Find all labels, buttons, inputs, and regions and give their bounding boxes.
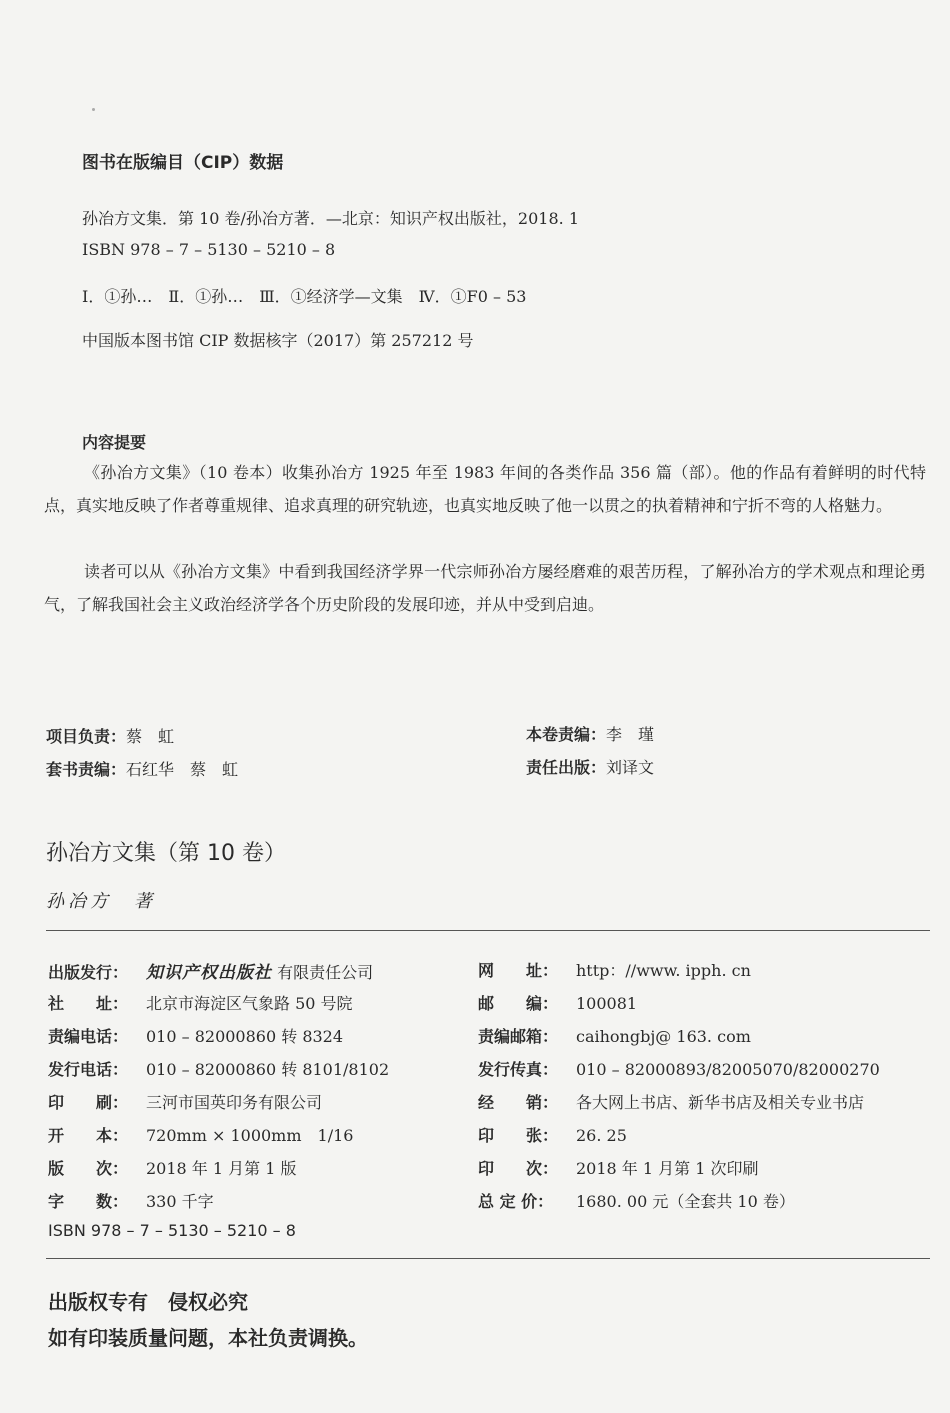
pub-format [48, 1123, 353, 1146]
pub-publisher-label: 出版发行： [48, 963, 129, 982]
pub-editor-phone [48, 1024, 343, 1047]
pub-printing-label: 印 次： [478, 1159, 559, 1178]
divider-bottom [46, 1258, 930, 1259]
pub-address-label: 社 址： [48, 994, 129, 1013]
pub-sheets-value: 26. 25 [576, 1126, 627, 1145]
pub-word-count-value: 330 千字 [146, 1192, 214, 1211]
pub-price-value: 1680. 00 元（全套共 10 卷） [576, 1192, 795, 1211]
staff-publisher-resp-label: 责任出版： [526, 758, 607, 777]
divider-top [46, 930, 930, 931]
cip-line-classification: Ⅰ．①孙… Ⅱ．①孙… Ⅲ．①经济学—文集 Ⅳ．①F0 – 53 [82, 287, 527, 306]
summary-paragraph-1: 《孙冶方文集》（10 卷本）收集孙冶方 1925 年至 1983 年间的各类作品 356 篇（部）。他的作品有着鲜明的时代特点，真实地反映了作者尊重规律、追求真理的研究轨迹，也真实地反映了他一以贯之的执着精神和宁折不弯的人格魅力。 [44, 463, 926, 515]
summary-paragraph-2: 读者可以从《孙冶方文集》中看到我国经济学界一代宗师孙冶方屡经磨难的艰苦历程，了解孙冶方的学术观点和理论勇气，了解我国社会主义政治经济学各个历史阶段的发展印迹，并从中受到启迪。 [44, 562, 926, 614]
pub-website-label: 网 址： [478, 961, 559, 980]
pub-word-count [48, 1189, 214, 1212]
pub-editor-email-value: caihongbj@ 163. com [576, 1027, 751, 1046]
pub-distribution-phone-value: 010 – 82000860 转 8101/8102 [146, 1060, 390, 1079]
pub-publisher [48, 958, 373, 983]
staff-project [46, 724, 174, 747]
pub-format-label: 开 本： [48, 1126, 129, 1145]
pub-editor-email [478, 1024, 751, 1047]
pub-fax-label: 发行传真： [478, 1060, 559, 1079]
copyright-notice: 出版权专有 侵权必究 [48, 1290, 248, 1314]
cip-line-title: 孙冶方文集．第 10 卷/孙冶方著．—北京：知识产权出版社，2018. 1 [82, 209, 579, 228]
staff-publisher-resp [526, 755, 654, 778]
pub-fax [478, 1057, 880, 1080]
pub-fax-value: 010 – 82000893/82005070/82000270 [576, 1060, 880, 1079]
pub-address-value: 北京市海淀区气象路 50 号院 [146, 994, 353, 1013]
pub-distribution-phone-label: 发行电话： [48, 1060, 129, 1079]
pub-price [478, 1189, 795, 1212]
pub-postcode [478, 991, 637, 1014]
book-title: 孙冶方文集（第 10 卷） [46, 841, 286, 866]
pub-word-count-label: 字 数： [48, 1192, 129, 1211]
pub-distributor [478, 1090, 864, 1113]
pub-address [48, 991, 353, 1014]
pub-distributor-value: 各大网上书店、新华书店及相关专业书店 [576, 1093, 865, 1112]
pub-editor-email-label: 责编邮箱： [478, 1027, 559, 1046]
pub-website-value: http：//www. ipph. cn [576, 961, 751, 980]
pub-edition [48, 1156, 297, 1179]
staff-volume-editor [526, 722, 654, 745]
pub-edition-label: 版 次： [48, 1159, 129, 1178]
staff-series-editor-label: 套书责编： [46, 760, 127, 779]
pub-publisher-value: 有限责任公司 [277, 963, 374, 982]
pub-printer-value: 三河市国英印务有限公司 [146, 1093, 323, 1112]
pub-distributor-label: 经 销： [478, 1093, 559, 1112]
staff-project-value: 蔡 虹 [126, 727, 175, 746]
staff-volume-editor-label: 本卷责编： [526, 725, 607, 744]
pub-printing [478, 1156, 759, 1179]
pub-postcode-label: 邮 编： [478, 994, 559, 1013]
publisher-logo: 知识产权出版社 [146, 963, 272, 983]
pub-editor-phone-label: 责编电话： [48, 1027, 129, 1046]
staff-publisher-resp-value: 刘译文 [606, 758, 655, 777]
staff-volume-editor-value: 李 瑾 [606, 725, 655, 744]
cip-line-record: 中国版本图书馆 CIP 数据核字（2017）第 257212 号 [82, 331, 474, 350]
summary-heading: 内容提要 [82, 433, 147, 452]
cip-heading: 图书在版编目（CIP）数据 [82, 153, 284, 173]
pub-sheets [478, 1123, 627, 1146]
pub-printer-label: 印 刷： [48, 1093, 129, 1112]
pub-website [478, 958, 751, 981]
book-author: 孙冶方 著 [46, 891, 156, 912]
pub-printer [48, 1090, 322, 1113]
pub-format-value: 720mm × 1000mm 1/16 [146, 1126, 354, 1145]
staff-project-label: 项目负责： [46, 727, 127, 746]
pub-distribution-phone [48, 1057, 389, 1080]
cip-line-isbn: ISBN 978 – 7 – 5130 – 5210 – 8 [82, 240, 336, 259]
pub-price-label: 总 定 价： [478, 1192, 554, 1211]
pub-isbn: ISBN 978 – 7 – 5130 – 5210 – 8 [48, 1221, 296, 1240]
pub-editor-phone-value: 010 – 82000860 转 8324 [146, 1027, 344, 1046]
pub-sheets-label: 印 张： [478, 1126, 559, 1145]
staff-series-editor-value: 石红华 蔡 虹 [126, 760, 239, 779]
staff-series-editor [46, 757, 238, 780]
pub-edition-value: 2018 年 1 月第 1 版 [146, 1159, 297, 1178]
quality-notice: 如有印装质量问题，本社负责调换。 [48, 1326, 368, 1350]
pub-postcode-value: 100081 [576, 994, 638, 1013]
pub-printing-value: 2018 年 1 月第 1 次印刷 [576, 1159, 759, 1178]
speck [92, 108, 95, 111]
